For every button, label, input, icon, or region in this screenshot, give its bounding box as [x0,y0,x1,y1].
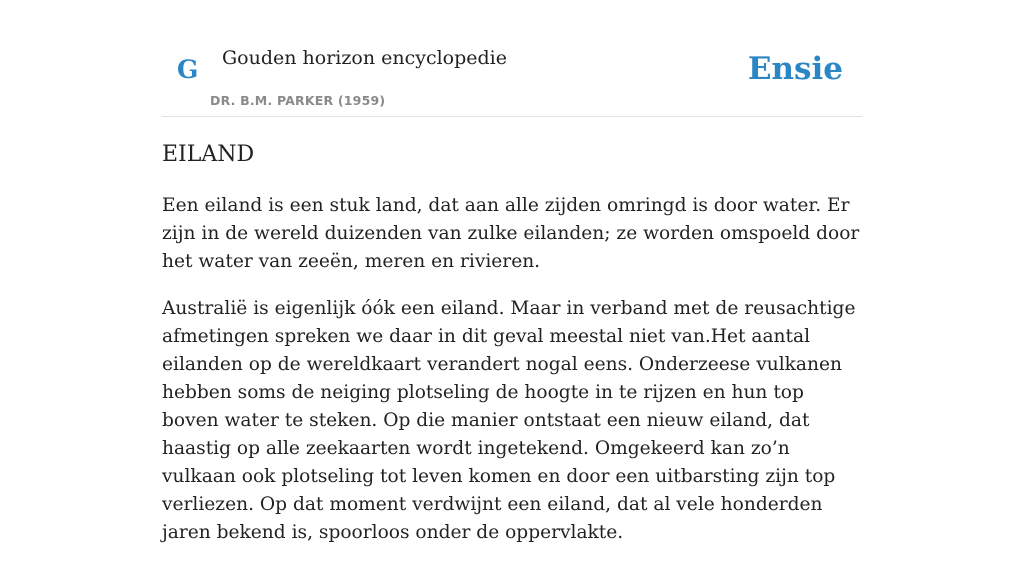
book-author: DR. B.M. PARKER (1959) [210,93,386,108]
book-title[interactable]: Gouden horizon encyclopedie [222,47,507,69]
ensie-logo-link[interactable]: Ensie [747,51,843,87]
article-body [162,192,862,566]
page [162,0,862,543]
book-logo-link[interactable]: G [177,55,199,84]
article-paragraph-2: Australië is eigenlijk óók een eiland. Maar in verband met de reusachtige afmetingen spreken we daar in dit geval meestal niet van.Het aantal eilanden op de wereldkaart verandert nogal eens. Onderzeese vulkanen hebben soms de neiging plotseling de hoogte in te rijzen en hun top boven water te steken. Op die manier ontstaat een nieuw eiland, dat haastig op alle zeekaarten wordt ingetekend. Omgekeerd kan zo’n vulkaan ook plotseling tot leven komen en door een uitbarsting zijn top verliezen. Op dat moment verdwijnt een eiland, dat al vele honderden jaren bekend is, spoorloos onder de oppervlakte. [162,298,856,543]
article-paragraph-1: Een eiland is een stuk land, dat aan alle zijden omringd is door water. Er zijn in de wereld duizenden van zulke eilanden; ze worden omspoeld door het water van zeeën, meren en rivieren. [162,195,860,272]
article-headword: EILAND [162,142,255,167]
header [162,0,862,117]
